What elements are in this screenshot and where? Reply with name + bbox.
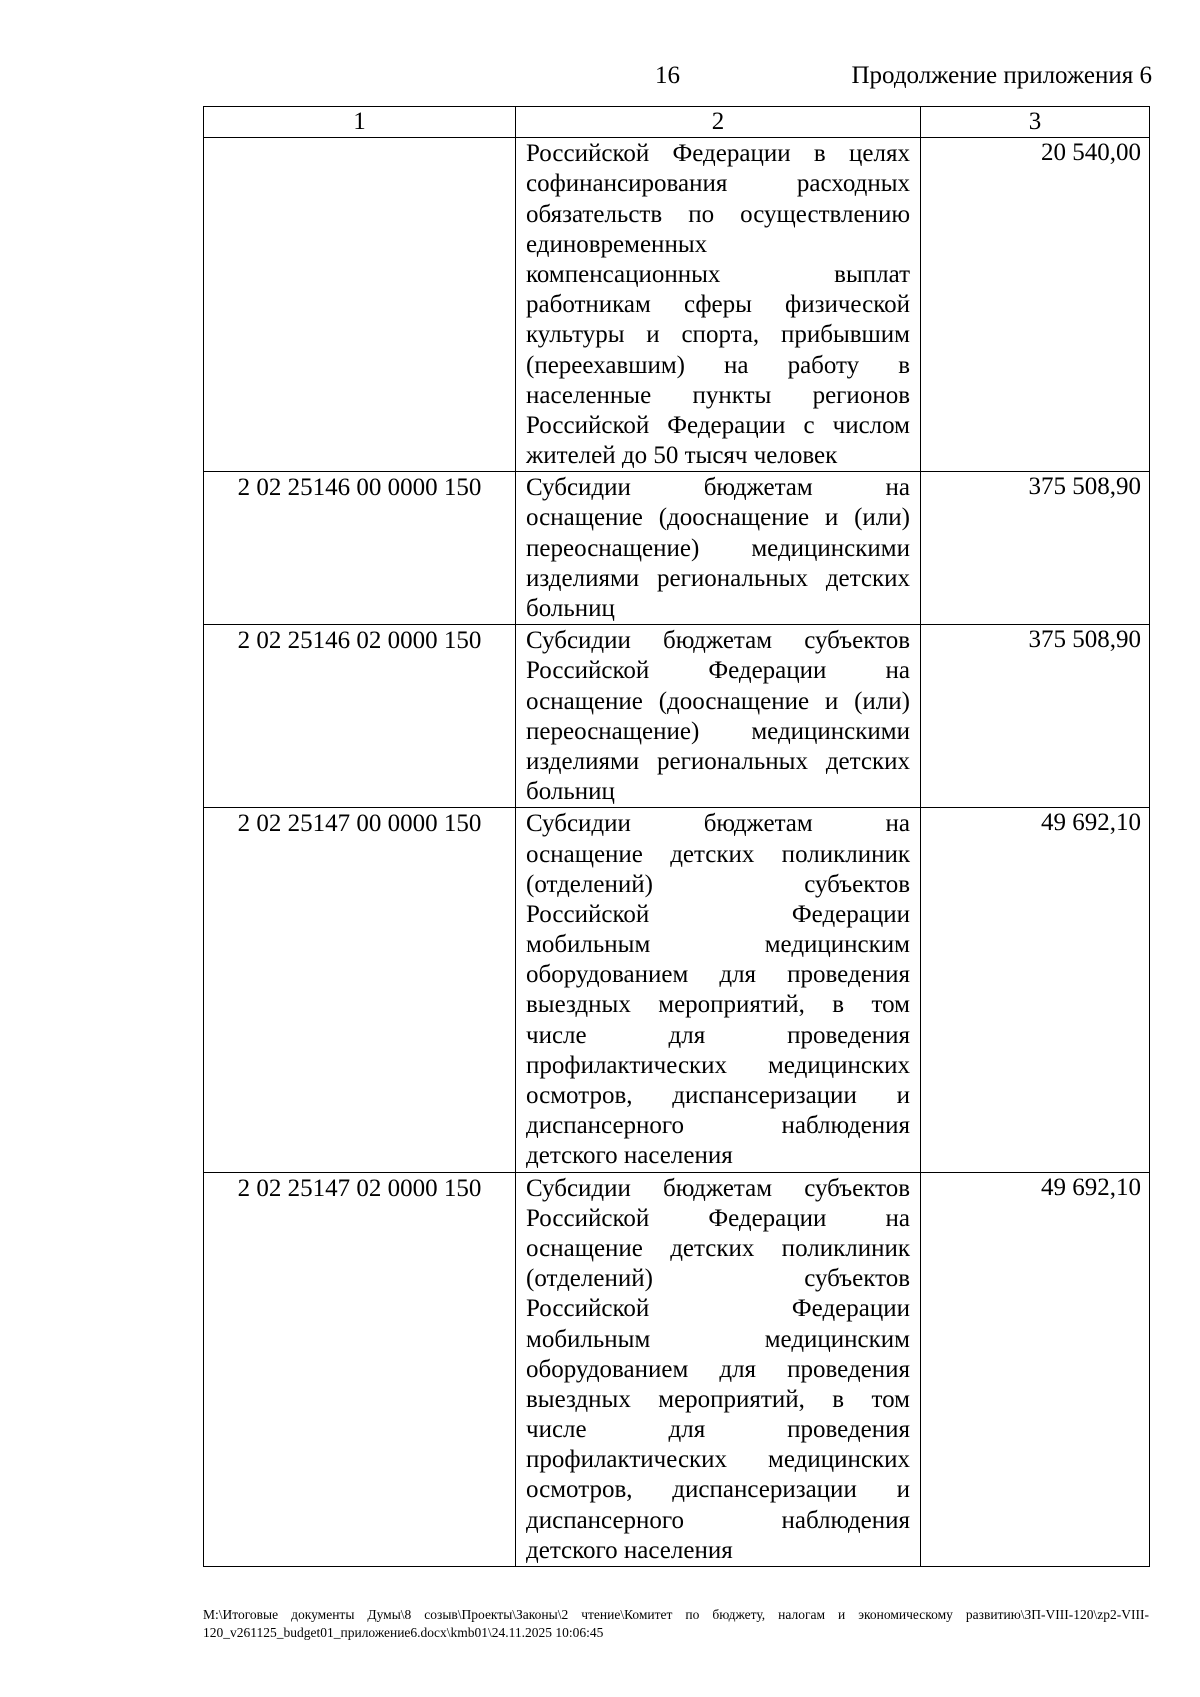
description-line: числе для проведения [526, 1021, 910, 1049]
description-line: мобильным медицинским [526, 931, 910, 959]
description-line: детского населения [526, 1536, 733, 1564]
description-line: населенные пункты регионов [526, 381, 910, 409]
description-line: работникам сферы физической [526, 291, 910, 319]
description-line: выездных мероприятий, в том [526, 1385, 910, 1413]
description-line: (отделений) субъектов [526, 870, 910, 898]
description-cell [516, 808, 921, 1172]
page-number: 16 [655, 62, 680, 89]
column-header: 3 [921, 107, 1150, 138]
description-line: оснащение (дооснащение и (или) [526, 504, 910, 532]
description-line: детского населения [526, 1142, 733, 1170]
table-row [204, 625, 1150, 808]
description-line: Субсидии бюджетам на [526, 474, 910, 502]
description-line: профилактических медицинских [526, 1051, 910, 1079]
description-line: софинансирования расходных [526, 170, 910, 198]
footer-line-2: 120_v261125_budget01_приложение6.docx\kmb01\24.11.2025 10:06:45 [203, 1625, 604, 1640]
description-line: компенсационных выплат [526, 260, 910, 288]
description-cell [516, 1172, 921, 1566]
description-line: единовременных [526, 230, 708, 258]
description-line: больниц [526, 595, 615, 623]
column-header: 1 [204, 107, 516, 138]
column-header: 2 [516, 107, 921, 138]
description-cell [516, 138, 921, 472]
amount-cell: 49 692,10 [921, 808, 1150, 1172]
description-line: больниц [526, 778, 615, 806]
table-row [204, 808, 1150, 1172]
description-line: Субсидии бюджетам субъектов [526, 627, 910, 655]
description-line: Российской Федерации на [526, 657, 910, 685]
description-line: выездных мероприятий, в том [526, 991, 910, 1019]
description-line: переоснащение) медицинскими [526, 534, 910, 562]
description-line: оснащение (дооснащение и (или) [526, 687, 910, 715]
description-line: (отделений) субъектов [526, 1265, 910, 1293]
table-header-row [204, 107, 1150, 138]
amount-cell: 49 692,10 [921, 1172, 1150, 1566]
description-line: обязательств по осуществлению [526, 200, 910, 228]
description-line: (переехавшим) на работу в [526, 351, 910, 379]
budget-table [203, 106, 1150, 1567]
footer-line-1: М:\Итоговые документы Думы\8 созыв\Проекты\Законы\2 чтение\Комитет по бюджету, налогам и экономическому развитию\ЗП-VIII-120\zp2-VIII- [203, 1607, 1149, 1622]
description-line: оснащение детских поликлиник [526, 840, 910, 868]
description-line: осмотров, диспансеризации и [526, 1476, 910, 1504]
table-row [204, 138, 1150, 472]
description-line: переоснащение) медицинскими [526, 717, 910, 745]
description-line: Российской Федерации в целях [526, 140, 910, 168]
description-line: оборудованием для проведения [526, 1355, 910, 1383]
description-line: Российской Федерации [526, 1295, 910, 1323]
description-line: изделиями региональных детских [526, 564, 910, 592]
budget-code-cell: 2 02 25147 02 0000 150 [204, 1172, 516, 1566]
description-line: Российской Федерации [526, 900, 910, 928]
file-path-footer [203, 1606, 1149, 1642]
description-line: профилактических медицинских [526, 1446, 910, 1474]
description-line: Субсидии бюджетам субъектов [526, 1174, 910, 1202]
budget-code-cell: 2 02 25146 02 0000 150 [204, 625, 516, 808]
table-body [204, 138, 1150, 1567]
description-cell [516, 472, 921, 625]
table-row [204, 472, 1150, 625]
description-line: осмотров, диспансеризации и [526, 1082, 910, 1110]
description-line: мобильным медицинским [526, 1325, 910, 1353]
budget-code-cell: 2 02 25147 00 0000 150 [204, 808, 516, 1172]
continuation-label: Продолжение приложения 6 [851, 62, 1152, 89]
description-line: оборудованием для проведения [526, 961, 910, 989]
description-line: диспансерного наблюдения [526, 1112, 910, 1140]
description-cell [516, 625, 921, 808]
description-line: Субсидии бюджетам на [526, 810, 910, 838]
amount-cell: 375 508,90 [921, 625, 1150, 808]
amount-cell: 375 508,90 [921, 472, 1150, 625]
amount-cell: 20 540,00 [921, 138, 1150, 472]
description-line: жителей до 50 тысяч человек [526, 442, 838, 470]
description-line: оснащение детских поликлиник [526, 1234, 910, 1262]
budget-code-cell: 2 02 25146 00 0000 150 [204, 472, 516, 625]
description-line: числе для проведения [526, 1416, 910, 1444]
description-line: культуры и спорта, прибывшим [526, 321, 910, 349]
table-row [204, 1172, 1150, 1566]
budget-code-cell [204, 138, 516, 472]
description-line: Российской Федерации на [526, 1204, 910, 1232]
description-line: изделиями региональных детских [526, 747, 910, 775]
description-line: Российской Федерации с числом [526, 411, 910, 439]
description-line: диспансерного наблюдения [526, 1506, 910, 1534]
